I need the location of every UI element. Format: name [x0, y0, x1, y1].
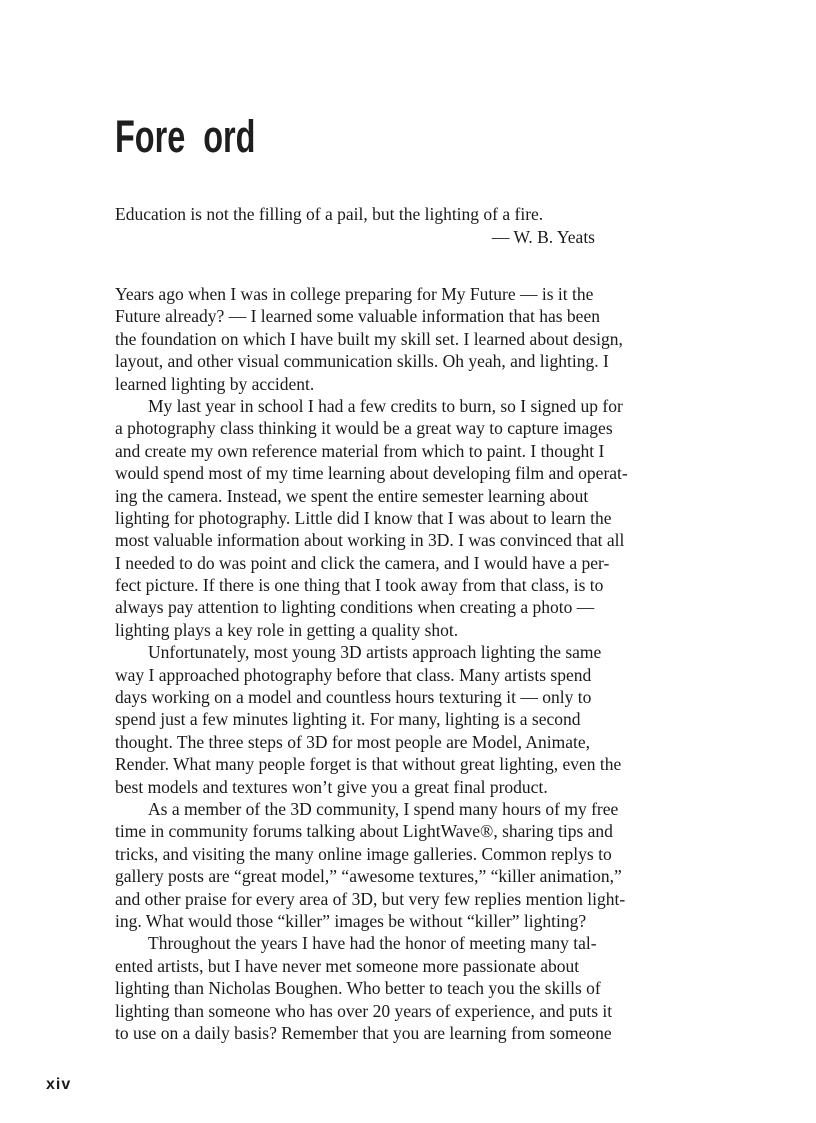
body-line: would spend most of my time learning about developing film and operat- — [115, 463, 628, 484]
body-line: ing. What would those “killer” images be without “killer” lighting? — [115, 910, 587, 931]
body-line: thought. The three steps of 3D for most people are Model, Animate, — [115, 731, 590, 752]
body-line: tricks, and visiting the many online image galleries. Common replys to — [115, 843, 612, 864]
body-line: As a member of the 3D community, I spend many hours of my free — [148, 798, 619, 819]
body-line: lighting than Nicholas Boughen. Who better to teach you the skills of — [115, 978, 601, 999]
epigraph-attribution: — W. B. Yeats — [491, 226, 595, 247]
body-line: ented artists, but I have never met someone more passionate about — [115, 955, 580, 976]
body-text — [115, 283, 735, 1044]
body-line: time in community forums talking about LightWave®, sharing tips and — [115, 821, 613, 842]
body-line: and other praise for every area of 3D, but very few replies mention light- — [115, 888, 626, 909]
body-line: lighting for photography. Little did I know that I was about to learn the — [115, 507, 612, 528]
page-number: xiv — [46, 1076, 72, 1093]
body-line: Unfortunately, most young 3D artists approach lighting the same — [148, 642, 602, 663]
body-line: I needed to do was point and click the camera, and I would have a per- — [115, 552, 610, 573]
body-line: best models and textures won’t give you a great final product. — [115, 776, 548, 797]
body-line: a photography class thinking it would be a great way to capture images — [115, 418, 613, 439]
body-line: most valuable information about working in 3D. I was convinced that all — [115, 530, 625, 551]
epigraph — [115, 203, 595, 248]
body-line: the foundation on which I have built my skill set. I learned about design, — [115, 328, 623, 349]
body-line: ing the camera. Instead, we spent the entire semester learning about — [115, 485, 589, 506]
page-title: Fore ord — [115, 111, 256, 162]
body-line: gallery posts are “great model,” “awesome textures,” “killer animation,” — [115, 866, 622, 887]
body-line: spend just a few minutes lighting it. For many, lighting is a second — [115, 709, 581, 730]
body-line: and create my own reference material from which to paint. I thought I — [115, 440, 605, 461]
body-line: Throughout the years I have had the honor of meeting many tal- — [148, 933, 597, 954]
body-line: Future already? — I learned some valuable information that has been — [115, 306, 600, 327]
body-line: way I approached photography before that class. Many artists spend — [115, 664, 592, 685]
body-line: lighting plays a key role in getting a quality shot. — [115, 619, 459, 640]
body-line: learned lighting by accident. — [115, 373, 315, 394]
body-line: lighting than someone who has over 20 years of experience, and puts it — [115, 1000, 613, 1021]
body-line: layout, and other visual communication skills. Oh yeah, and lighting. I — [115, 351, 609, 372]
body-line: My last year in school I had a few credits to burn, so I signed up for — [148, 395, 623, 416]
body-line: Render. What many people forget is that without great lighting, even the — [115, 754, 622, 775]
body-line: Years ago when I was in college preparing for My Future — is it the — [115, 284, 594, 304]
body-line: to use on a daily basis? Remember that you are learning from someone — [115, 1022, 612, 1043]
body-line: fect picture. If there is one thing that I took away from that class, is to — [115, 575, 604, 596]
epigraph-quote: Education is not the filling of a pail, but the lighting of a fire. — [115, 204, 544, 224]
body-line: always pay attention to lighting conditions when creating a photo — — [115, 597, 595, 618]
body-line: days working on a model and countless hours texturing it — only to — [115, 687, 592, 708]
